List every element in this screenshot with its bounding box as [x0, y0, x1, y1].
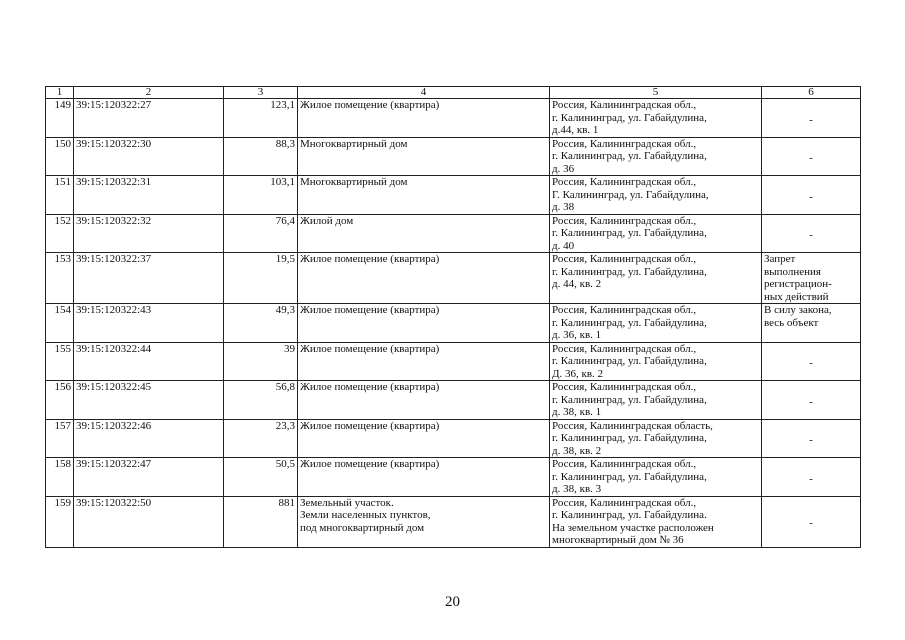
object-type-cell [298, 253, 550, 304]
address-cell-line: г. Калининград, ул. Габайдулина, [552, 393, 707, 406]
row-number-cell: 158 [46, 458, 74, 497]
object-type-cell-line: Жилое помещение (квартира) [300, 458, 440, 470]
area-cell: 49,3 [224, 304, 298, 343]
encumbrance-cell [762, 99, 861, 138]
encumbrance-cell [762, 304, 861, 343]
address-cell-line: Россия, Калининградская область, [552, 419, 713, 432]
object-type-cell [298, 304, 550, 343]
address-cell-line: г. Калининград, ул. Габайдулина, [552, 470, 707, 483]
page-number: 20 [445, 594, 460, 610]
object-type-cell [298, 214, 550, 253]
cadastral-number-cell: 39:15:120322:44 [74, 342, 224, 381]
table-row [46, 99, 861, 138]
area-cell: 39 [224, 342, 298, 381]
object-type-cell-line: Жилое помещение (квартира) [300, 253, 440, 265]
address-cell [550, 214, 762, 253]
row-number-cell: 150 [46, 137, 74, 176]
table-row [46, 496, 861, 547]
object-type-cell-line: Жилое помещение (квартира) [300, 381, 440, 393]
row-number-cell: 149 [46, 99, 74, 138]
header-col-4: 4 [298, 87, 550, 99]
encumbrance-cell [762, 342, 861, 381]
encumbrance-dash: - [809, 190, 813, 203]
area-cell: 23,3 [224, 419, 298, 458]
table-row [46, 176, 861, 215]
cadastral-number-cell: 39:15:120322:45 [74, 381, 224, 420]
address-cell-line: д.44, кв. 1 [552, 124, 599, 136]
encumbrance-dash: - [809, 472, 813, 485]
address-cell-line: Россия, Калининградская обл., [552, 304, 697, 316]
cadastral-number-cell: 39:15:120322:32 [74, 214, 224, 253]
address-cell-line: д. 38, кв. 1 [552, 406, 602, 418]
address-cell [550, 342, 762, 381]
object-type-cell-line: Многоквартирный дом [300, 176, 408, 188]
table-row [46, 342, 861, 381]
address-cell-line: д. 38, кв. 3 [552, 483, 602, 495]
address-cell-line: д. 36 [552, 162, 575, 175]
object-type-cell [298, 99, 550, 138]
encumbrance-cell [762, 137, 861, 176]
address-cell-line: Д. 36, кв. 2 [552, 367, 604, 380]
encumbrance-cell [762, 176, 861, 215]
encumbrance-dash: - [809, 517, 813, 530]
cadastral-number-cell: 39:15:120322:37 [74, 253, 224, 304]
encumbrance-dash: - [809, 395, 813, 408]
encumbrance-cell [762, 253, 861, 304]
table-row [46, 419, 861, 458]
address-cell-line: Россия, Калининградская обл., [552, 458, 697, 470]
object-type-cell-line: Жилое помещение (квартира) [300, 342, 440, 355]
address-cell-line: многоквартирный дом № 36 [552, 534, 684, 546]
encumbrance-cell [762, 381, 861, 420]
encumbrance-dash: - [809, 113, 813, 126]
address-cell-line: Россия, Калининградская обл., [552, 137, 697, 150]
address-cell-line: д. 40 [552, 239, 575, 252]
table-row [46, 458, 861, 497]
encumbrance-cell-line: регистрацион- [764, 278, 832, 290]
encumbrance-cell-line: Запрет [764, 253, 796, 265]
address-cell-line: г. Калининград, ул. Габайдулина, [552, 316, 707, 329]
row-number-cell: 156 [46, 381, 74, 420]
address-cell-line: Россия, Калининградская обл., [552, 496, 697, 509]
encumbrance-dash: - [809, 434, 813, 446]
encumbrance-cell [762, 458, 861, 497]
row-number-cell: 152 [46, 214, 74, 253]
object-type-cell [298, 137, 550, 176]
cadastral-number-cell: 39:15:120322:46 [74, 419, 224, 458]
object-type-cell-line: Жилое помещение (квартира) [300, 419, 440, 432]
header-col-3: 3 [224, 87, 298, 99]
address-cell-line: д. 44, кв. 2 [552, 278, 602, 290]
address-cell-line: Россия, Калининградская обл., [552, 342, 697, 355]
header-col-2: 2 [74, 87, 224, 99]
address-cell-line: д. 38, кв. 2 [552, 444, 602, 457]
object-type-cell-line: Многоквартирный дом [300, 137, 408, 150]
area-cell: 19,5 [224, 253, 298, 304]
table-row [46, 137, 861, 176]
object-type-cell [298, 342, 550, 381]
table-row [46, 214, 861, 253]
address-cell [550, 458, 762, 497]
address-cell-line: г. Калининград, ул. Габайдулина, [552, 432, 707, 444]
header-col-1: 1 [46, 87, 74, 99]
address-cell [550, 381, 762, 420]
cadastral-number-cell: 39:15:120322:50 [74, 496, 224, 547]
encumbrance-dash: - [809, 229, 813, 241]
address-cell [550, 304, 762, 343]
encumbrance-dash: - [809, 152, 813, 164]
address-cell-line: г. Калининград, ул. Габайдулина, [552, 355, 707, 367]
row-number-cell: 157 [46, 419, 74, 458]
address-cell-line: Россия, Калининградская обл., [552, 381, 697, 393]
address-cell [550, 496, 762, 547]
encumbrance-cell [762, 496, 861, 547]
object-type-cell [298, 176, 550, 215]
row-number-cell: 154 [46, 304, 74, 343]
object-type-cell [298, 419, 550, 458]
address-cell-line: г. Калининград, ул. Габайдулина, [552, 150, 707, 162]
area-cell: 123,1 [224, 99, 298, 138]
encumbrance-cell [762, 419, 861, 458]
cadastral-number-cell: 39:15:120322:30 [74, 137, 224, 176]
row-number-cell: 155 [46, 342, 74, 381]
address-cell-line: Россия, Калининградская обл., [552, 99, 697, 111]
area-cell: 50,5 [224, 458, 298, 497]
address-cell [550, 176, 762, 215]
object-type-cell-line: Земельный участок. [300, 496, 394, 509]
table-row [46, 381, 861, 420]
address-cell-line: г. Калининград, ул. Габайдулина, [552, 227, 707, 239]
area-cell: 88,3 [224, 137, 298, 176]
address-cell-line: Россия, Калининградская обл., [552, 214, 697, 227]
encumbrance-cell-line: ных действий [764, 290, 829, 303]
address-cell-line: На земельном участке расположен [552, 521, 714, 534]
encumbrance-cell [762, 214, 861, 253]
area-cell: 103,1 [224, 176, 298, 215]
encumbrance-cell-line: весь объект [764, 316, 819, 329]
row-number-cell: 153 [46, 253, 74, 304]
encumbrance-dash: - [809, 357, 813, 369]
address-cell-line: д. 38 [552, 201, 575, 213]
address-cell-line: г. Калининград, ул. Габайдулина, [552, 111, 707, 124]
table-row [46, 304, 861, 343]
address-cell-line: г. Калининград, ул. Габайдулина, [552, 265, 707, 278]
cadastral-number-cell: 39:15:120322:31 [74, 176, 224, 215]
cadastral-number-cell: 39:15:120322:47 [74, 458, 224, 497]
area-cell: 881 [224, 496, 298, 547]
area-cell: 76,4 [224, 214, 298, 253]
address-cell-line: Россия, Калининградская обл., [552, 253, 697, 265]
address-cell [550, 137, 762, 176]
object-type-cell [298, 496, 550, 547]
object-type-cell-line: под многоквартирный дом [300, 521, 425, 534]
header-col-5: 5 [550, 87, 762, 99]
encumbrance-cell-line: выполнения [764, 265, 821, 278]
address-cell [550, 419, 762, 458]
address-cell-line: Россия, Калининградская обл., [552, 176, 697, 188]
register-table [45, 86, 861, 548]
table-header [46, 87, 861, 99]
address-cell-line: г. Калининград, ул. Габайдулина. [552, 509, 707, 521]
table-body [46, 99, 861, 548]
address-cell-line: Г. Калининград, ул. Габайдулина, [552, 188, 709, 201]
address-cell [550, 253, 762, 304]
area-cell: 56,8 [224, 381, 298, 420]
object-type-cell [298, 458, 550, 497]
object-type-cell [298, 381, 550, 420]
row-number-cell: 159 [46, 496, 74, 547]
address-cell [550, 99, 762, 138]
object-type-cell-line: Жилое помещение (квартира) [300, 304, 440, 316]
object-type-cell-line: Земли населенных пунктов, [300, 509, 431, 521]
cadastral-number-cell: 39:15:120322:43 [74, 304, 224, 343]
object-type-cell-line: Жилое помещение (квартира) [300, 99, 440, 111]
object-type-cell-line: Жилой дом [300, 214, 354, 227]
header-col-6: 6 [762, 87, 861, 99]
encumbrance-cell-line: В силу закона, [764, 304, 832, 316]
row-number-cell: 151 [46, 176, 74, 215]
cadastral-number-cell: 39:15:120322:27 [74, 99, 224, 138]
address-cell-line: д. 36, кв. 1 [552, 329, 602, 341]
header-row [46, 87, 861, 99]
table-row [46, 253, 861, 304]
